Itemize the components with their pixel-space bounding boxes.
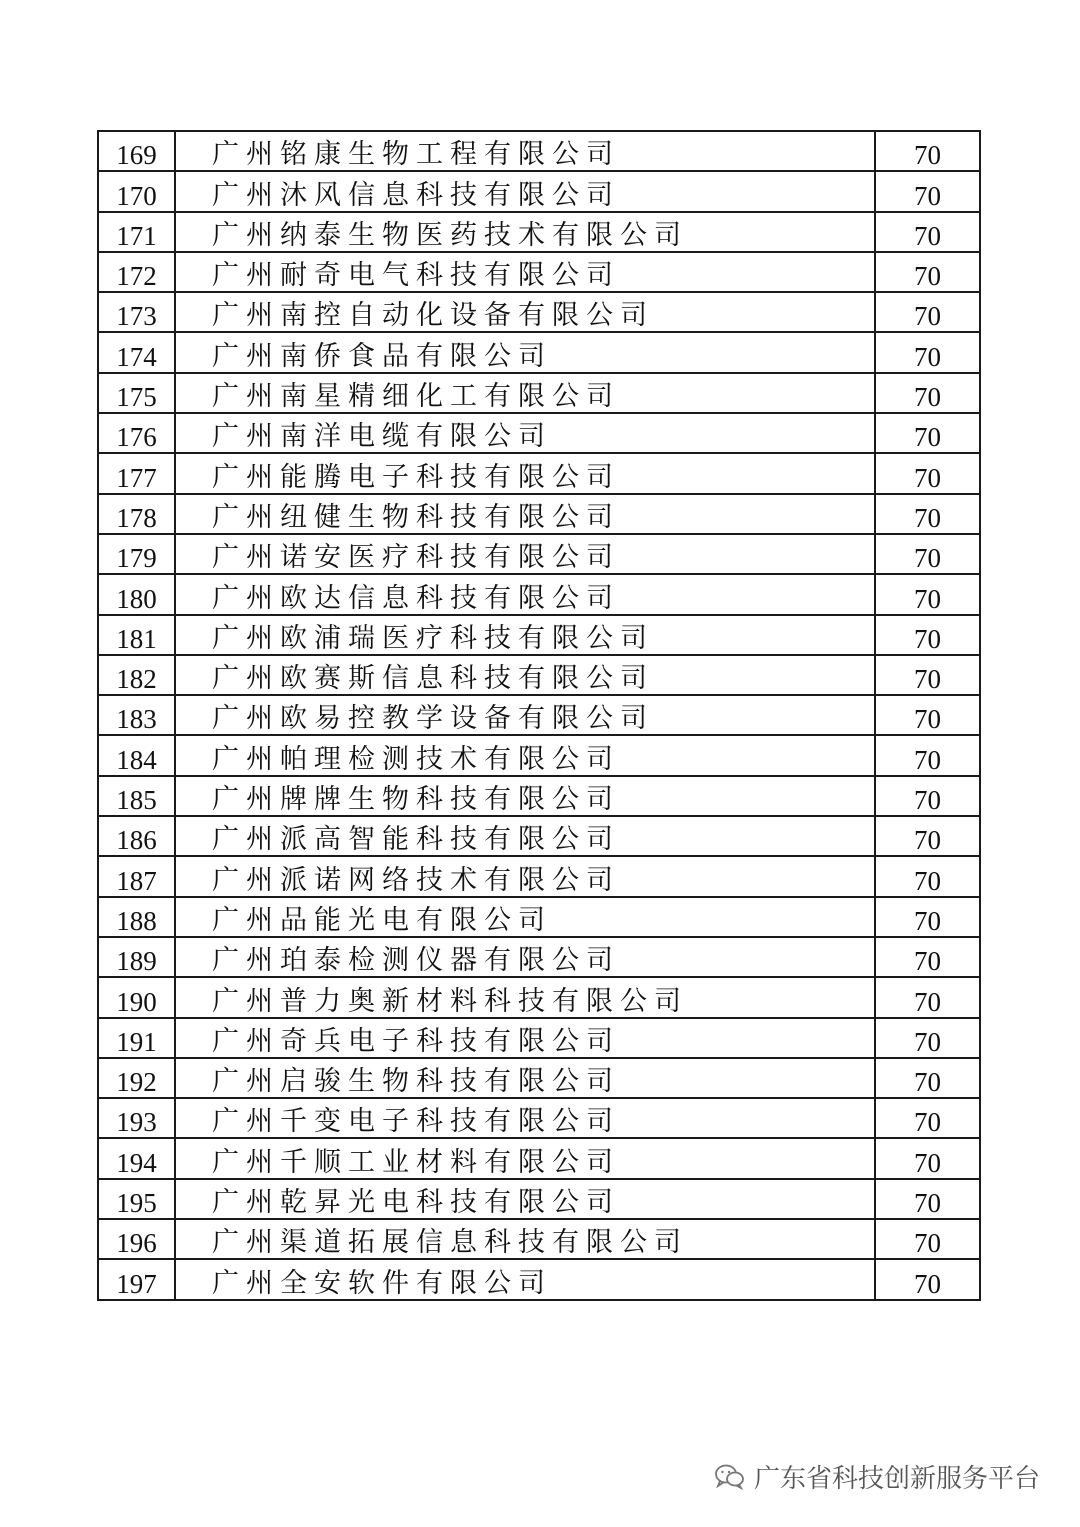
company-name: 广州能腾电子科技有限公司	[175, 453, 875, 493]
table-row	[98, 1179, 980, 1219]
table-row	[98, 1098, 980, 1138]
row-number: 196	[98, 1219, 175, 1259]
row-number: 173	[98, 292, 175, 332]
company-name: 广州诺安医疗科技有限公司	[175, 534, 875, 574]
table-row	[98, 494, 980, 534]
score-value: 70	[875, 131, 980, 171]
table-row	[98, 574, 980, 614]
row-number: 176	[98, 413, 175, 453]
wechat-icon	[714, 1463, 746, 1491]
company-name: 广州南控自动化设备有限公司	[175, 292, 875, 332]
watermark	[714, 1458, 1040, 1495]
table-row	[98, 413, 980, 453]
score-value: 70	[875, 494, 980, 534]
table-row	[98, 977, 980, 1017]
table-row	[98, 776, 980, 816]
company-name: 广州南洋电缆有限公司	[175, 413, 875, 453]
company-name: 广州派诺网络技术有限公司	[175, 856, 875, 896]
company-name: 广州渠道拓展信息科技有限公司	[175, 1219, 875, 1259]
row-number: 181	[98, 615, 175, 655]
score-value: 70	[875, 655, 980, 695]
score-value: 70	[875, 453, 980, 493]
row-number: 188	[98, 897, 175, 937]
score-value: 70	[875, 816, 980, 856]
row-number: 195	[98, 1179, 175, 1219]
table-row	[98, 1219, 980, 1259]
score-value: 70	[875, 1018, 980, 1058]
company-name: 广州千变电子科技有限公司	[175, 1098, 875, 1138]
score-value: 70	[875, 413, 980, 453]
table-row	[98, 534, 980, 574]
row-number: 171	[98, 212, 175, 252]
score-value: 70	[875, 1098, 980, 1138]
row-number: 180	[98, 574, 175, 614]
company-name: 广州欧易控教学设备有限公司	[175, 695, 875, 735]
company-name: 广州欧浦瑞医疗科技有限公司	[175, 615, 875, 655]
table-row	[98, 453, 980, 493]
table-row	[98, 695, 980, 735]
company-name: 广州奇兵电子科技有限公司	[175, 1018, 875, 1058]
row-number: 192	[98, 1058, 175, 1098]
table-row	[98, 1138, 980, 1178]
table-row	[98, 1259, 980, 1299]
table-row	[98, 615, 980, 655]
score-value: 70	[875, 1058, 980, 1098]
score-value: 70	[875, 977, 980, 1017]
score-value: 70	[875, 212, 980, 252]
score-value: 70	[875, 252, 980, 292]
company-name: 广州沐风信息科技有限公司	[175, 171, 875, 211]
table-row	[98, 292, 980, 332]
score-value: 70	[875, 856, 980, 896]
table-row	[98, 735, 980, 775]
row-number: 179	[98, 534, 175, 574]
company-name: 广州欧赛斯信息科技有限公司	[175, 655, 875, 695]
table-row	[98, 937, 980, 977]
score-value: 70	[875, 1219, 980, 1259]
company-name: 广州纳泰生物医药技术有限公司	[175, 212, 875, 252]
company-name: 广州耐奇电气科技有限公司	[175, 252, 875, 292]
table-row	[98, 1018, 980, 1058]
row-number: 189	[98, 937, 175, 977]
company-name: 广州铭康生物工程有限公司	[175, 131, 875, 171]
table-row	[98, 655, 980, 695]
row-number: 197	[98, 1259, 175, 1299]
table-row	[98, 856, 980, 896]
row-number: 191	[98, 1018, 175, 1058]
score-value: 70	[875, 1138, 980, 1178]
score-value: 70	[875, 332, 980, 372]
table-body	[98, 131, 980, 1300]
score-value: 70	[875, 534, 980, 574]
company-name: 广州帕理检测技术有限公司	[175, 735, 875, 775]
row-number: 194	[98, 1138, 175, 1178]
row-number: 190	[98, 977, 175, 1017]
company-name: 广州南星精细化工有限公司	[175, 373, 875, 413]
table-row	[98, 212, 980, 252]
company-name: 广州品能光电有限公司	[175, 897, 875, 937]
table-row	[98, 816, 980, 856]
company-name: 广州千顺工业材料有限公司	[175, 1138, 875, 1178]
table-row	[98, 171, 980, 211]
company-name: 广州南侨食品有限公司	[175, 332, 875, 372]
company-name: 广州乾昇光电科技有限公司	[175, 1179, 875, 1219]
table-row	[98, 332, 980, 372]
row-number: 186	[98, 816, 175, 856]
row-number: 177	[98, 453, 175, 493]
score-value: 70	[875, 1259, 980, 1299]
company-name: 广州普力奥新材料科技有限公司	[175, 977, 875, 1017]
score-value: 70	[875, 574, 980, 614]
score-value: 70	[875, 937, 980, 977]
company-name: 广州牌牌生物科技有限公司	[175, 776, 875, 816]
table-row	[98, 252, 980, 292]
company-name: 广州启骏生物科技有限公司	[175, 1058, 875, 1098]
score-value: 70	[875, 735, 980, 775]
company-name: 广州纽健生物科技有限公司	[175, 494, 875, 534]
table-row	[98, 1058, 980, 1098]
company-name: 广州派高智能科技有限公司	[175, 816, 875, 856]
row-number: 170	[98, 171, 175, 211]
row-number: 178	[98, 494, 175, 534]
row-number: 169	[98, 131, 175, 171]
company-name: 广州欧达信息科技有限公司	[175, 574, 875, 614]
score-value: 70	[875, 897, 980, 937]
row-number: 193	[98, 1098, 175, 1138]
row-number: 187	[98, 856, 175, 896]
score-value: 70	[875, 171, 980, 211]
row-number: 172	[98, 252, 175, 292]
score-value: 70	[875, 373, 980, 413]
row-number: 174	[98, 332, 175, 372]
score-value: 70	[875, 1179, 980, 1219]
company-name: 广州珀泰检测仪器有限公司	[175, 937, 875, 977]
score-value: 70	[875, 695, 980, 735]
table-row	[98, 897, 980, 937]
row-number: 185	[98, 776, 175, 816]
watermark-text: 广东省科技创新服务平台	[753, 1464, 1040, 1494]
score-value: 70	[875, 615, 980, 655]
row-number: 183	[98, 695, 175, 735]
table-row	[98, 373, 980, 413]
table-row	[98, 131, 980, 171]
row-number: 175	[98, 373, 175, 413]
company-name: 广州全安软件有限公司	[175, 1259, 875, 1299]
score-value: 70	[875, 776, 980, 816]
company-score-table	[97, 130, 981, 1301]
row-number: 184	[98, 735, 175, 775]
row-number: 182	[98, 655, 175, 695]
score-value: 70	[875, 292, 980, 332]
